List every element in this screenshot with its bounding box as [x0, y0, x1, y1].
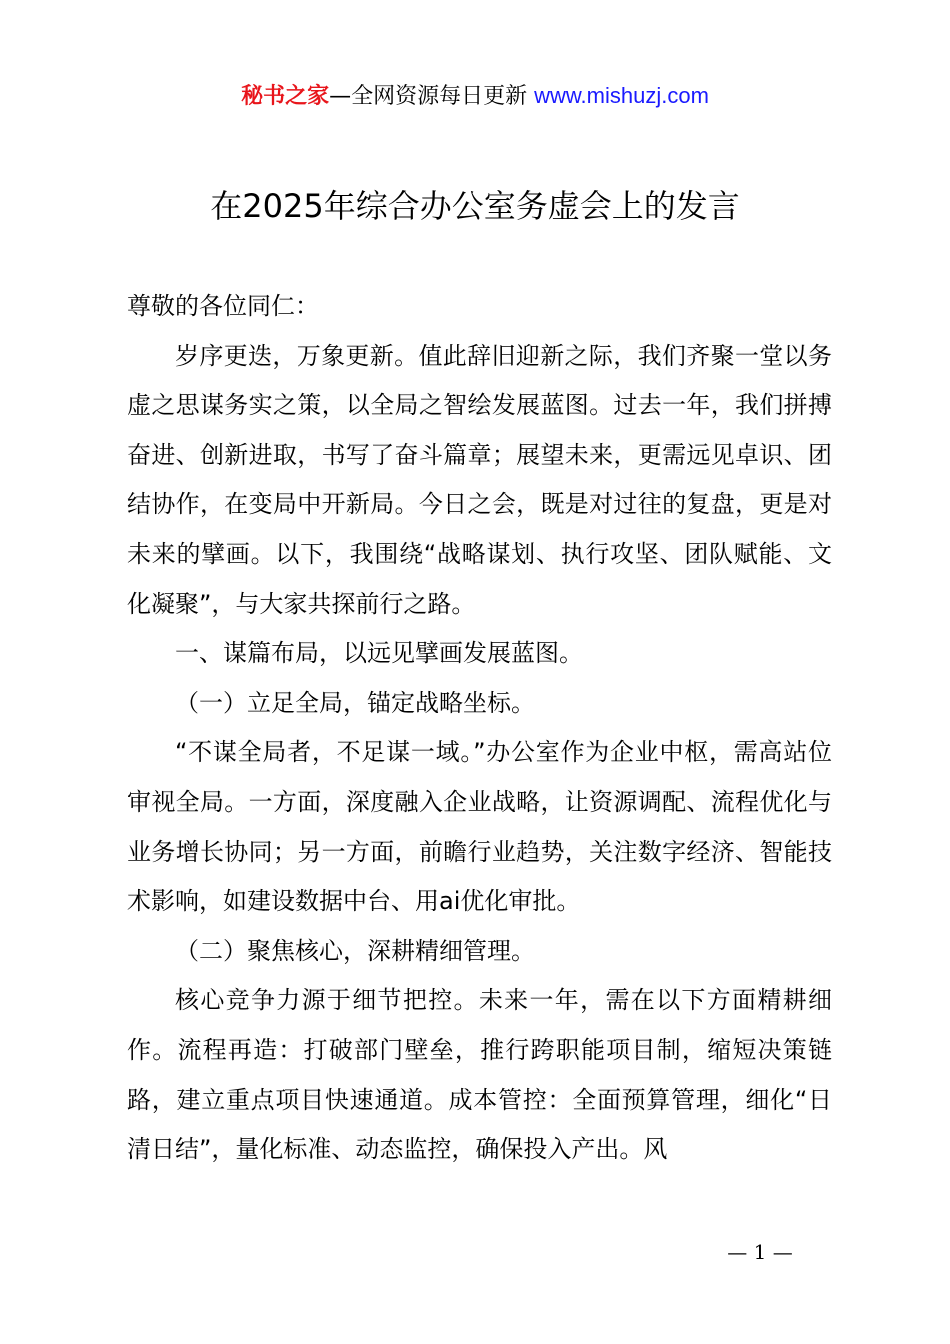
subsection-heading-1: （一）立足全局，锚定战略坐标。 [175, 688, 535, 717]
subsection-heading-2: （二）聚焦核心，深耕精细管理。 [175, 936, 535, 965]
salutation: 尊敬的各位同仁： [127, 292, 319, 320]
paragraph-intro: 岁序更迭，万象更新。值此辞旧迎新之际，我们齐聚一堂以务虚之思谋务实之策，以全局之智绘发展蓝图。过去一年，我们拼搏奋进、创新进取，书写了奋斗篇章；展望未来，更需远见卓识、团结协作，在变局中开新局。今日之会，既是对过往的复盘，更是对未来的擘画。以下，我围绕“战略谋划、执行攻坚、团队赋能、文化凝聚”，与大家共探前行之路。 [127, 341, 832, 618]
paragraph-core-focus: 核心竞争力源于细节把控。未来一年，需在以下方面精耕细作。流程再造：打破部门壁垒，推行跨职能项目制，缩短决策链路，建立重点项目快速通道。成本管控：全面预算管理，细化“日清日结”，量化标准、动态监控，确保投入产出。风 [127, 986, 832, 1164]
document-body [127, 282, 832, 1175]
page-number: — 1 — [727, 1240, 793, 1264]
paragraph-global-view: “不谋全局者，不足谋一域。”办公室作为企业中枢，需高站位审视全局。一方面，深度融入企业战略，让资源调配、流程优化与业务增长协同；另一方面，前瞻行业趋势，关注数字经济、智能技术影响，如建设数据中台、用ai优化审批。 [127, 738, 832, 916]
brand-name: 秘书之家 [241, 84, 330, 109]
website-link[interactable]: www.mishuzj.com [534, 83, 709, 108]
header-banner [0, 80, 950, 113]
tagline: —全网资源每日更新 [329, 84, 528, 109]
document-title: 在2025年综合办公室务虚会上的发言 [210, 187, 740, 225]
section-heading-1: 一、谋篇布局，以远见擘画发展蓝图。 [175, 639, 583, 668]
